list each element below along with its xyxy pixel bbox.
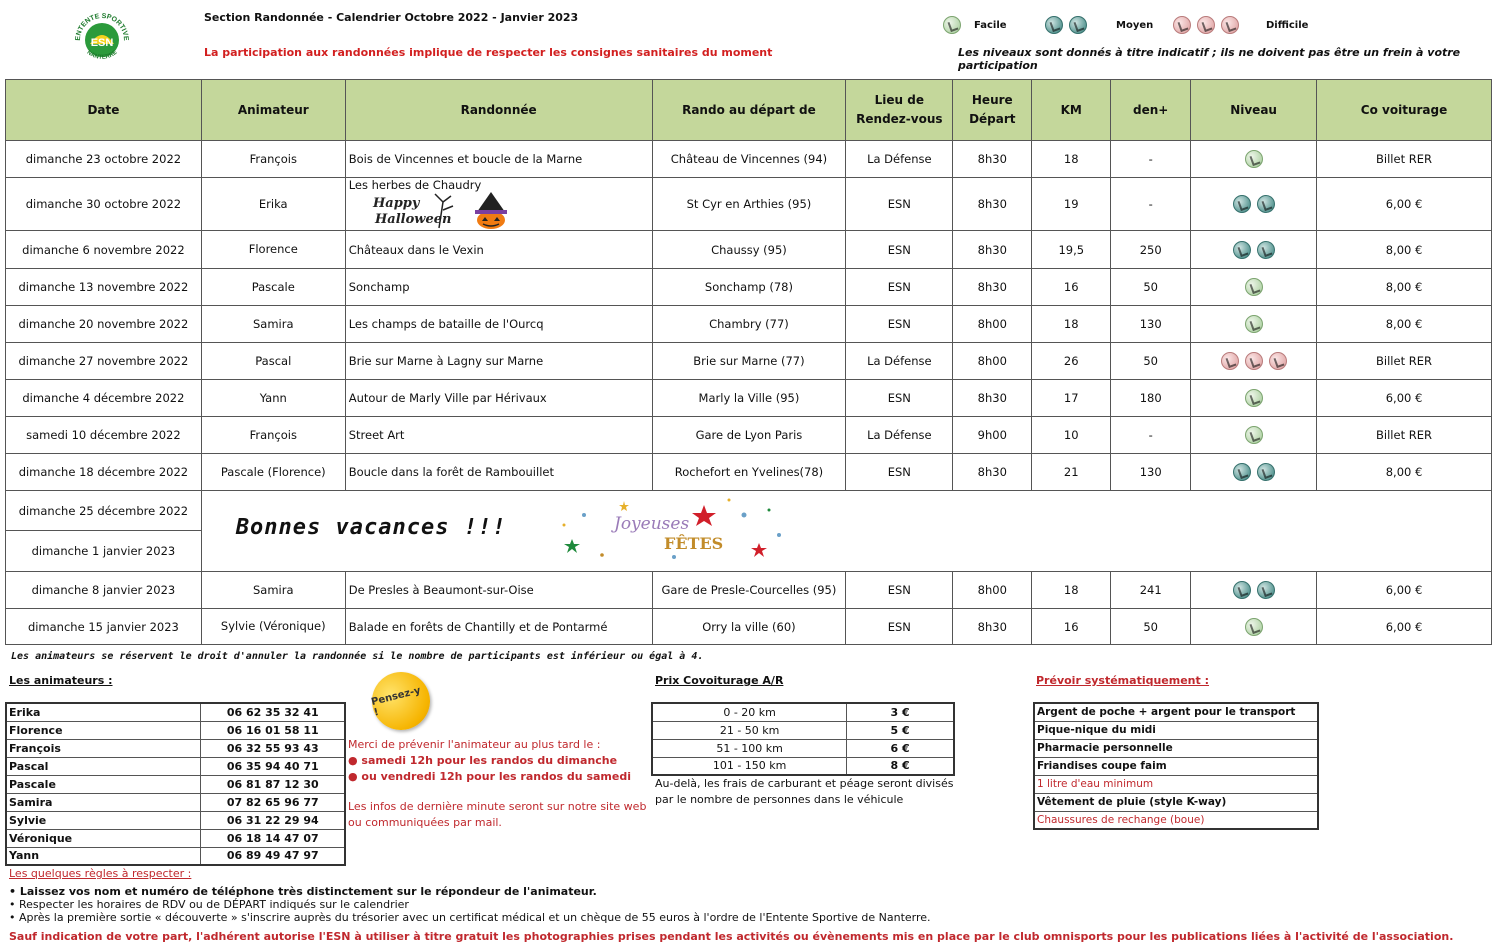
cell-animateur: Pascal — [201, 343, 345, 380]
animateur-phone: 06 16 01 58 11 — [201, 721, 345, 739]
sanitary-warning: La participation aux randonnées implique de respecter les consignes sanitaires du moment — [204, 46, 773, 59]
animateur-name: Yann — [6, 847, 201, 865]
cell-covoiturage: Billet RER — [1317, 343, 1492, 380]
cell-niveau — [1191, 380, 1317, 417]
prix-price: 5 € — [847, 721, 954, 739]
animateurs-body — [6, 703, 345, 865]
cell-den: 50 — [1111, 343, 1191, 380]
merci-text: Merci de prévenir l'animateur au plus tard le : — [348, 738, 601, 751]
cell-km: 18 — [1032, 572, 1111, 609]
moyen-hiker-icon — [1257, 195, 1275, 213]
cell-date: dimanche 15 janvier 2023 — [6, 609, 202, 645]
col-header-niveau: Niveau — [1191, 80, 1317, 141]
moyen-hiker-icon — [1233, 463, 1251, 481]
cell-randonnee — [345, 380, 652, 417]
samedi-deadline: ● samedi 12h pour les randos du dimanche — [348, 754, 618, 767]
moyen-hiker-icon — [1069, 16, 1087, 34]
cell-km: 19,5 — [1032, 231, 1111, 269]
prevoir-item: Argent de poche + argent pour le transport — [1034, 703, 1318, 721]
cell-date: dimanche 27 novembre 2022 — [6, 343, 202, 380]
cell-heure: 8h30 — [953, 231, 1032, 269]
cell-randonnee — [345, 269, 652, 306]
photo-consent-footer: Sauf indication de votre part, l'adhérent autorise l'ESN à utiliser à titre gratuit les photographies prises pendant les activités ou évènements mis en place par le club omnisports pour les publications liées à l'activité de l'association. — [9, 930, 1454, 943]
cell-km: 18 — [1032, 141, 1111, 178]
animateur-row — [6, 775, 345, 793]
cell-covoiturage: 8,00 € — [1317, 306, 1492, 343]
prevoir-item: Chaussures de rechange (boue) — [1034, 811, 1318, 829]
happy-halloween-image — [369, 192, 519, 230]
difficile-hiker-icon — [1269, 352, 1287, 370]
cell-depart: Marly la Ville (95) — [652, 380, 846, 417]
cell-animateur: Sylvie (Véronique) — [201, 609, 345, 645]
regle-item: • Respecter les horaires de RDV ou de DÉPART indiqués sur le calendrier — [9, 898, 409, 911]
prix-range: 0 - 20 km — [652, 703, 847, 721]
cell-rdv: ESN — [846, 306, 953, 343]
cell-randonnee — [345, 141, 652, 178]
randonnee-name: Street Art — [348, 428, 405, 442]
cell-animateur: Pascale (Florence) — [201, 454, 345, 491]
cell-rdv: ESN — [846, 231, 953, 269]
cell-depart: Brie sur Marne (77) — [652, 343, 846, 380]
randonnee-name: Brie sur Marne à Lagny sur Marne — [348, 354, 544, 368]
table-header-row — [6, 80, 1492, 141]
prevoir-item: 1 litre d'eau minimum — [1034, 775, 1318, 793]
infos-text: Les infos de dernière minute seront sur notre site web ou communiquées par mail. — [348, 800, 647, 829]
col-header-depart: Rando au départ de — [652, 80, 846, 141]
prevoir-row — [1034, 757, 1318, 775]
prevoir-body — [1034, 703, 1318, 829]
moyen-hiker-icon — [1257, 241, 1275, 259]
col-header-covoiturage: Co voiturage — [1317, 80, 1492, 141]
cell-rdv: ESN — [846, 178, 953, 231]
randonnee-name: Les champs de bataille de l'Ourcq — [348, 317, 544, 331]
levels-note: Les niveaux sont donnés à titre indicatif ; ils ne doivent pas être un frein à votre participation — [958, 46, 1461, 72]
cell-heure: 8h00 — [953, 343, 1032, 380]
difficile-hiker-icon — [1173, 16, 1191, 34]
randonnee-name: Sonchamp — [348, 280, 410, 294]
facile-hiker-icon — [1245, 618, 1263, 636]
animateur-row — [6, 829, 345, 847]
prevoir-item: Vêtement de pluie (style K-way) — [1034, 793, 1318, 811]
cell-date: dimanche 6 novembre 2022 — [6, 231, 202, 269]
difficile-hiker-icon — [1197, 16, 1215, 34]
cell-heure: 8h30 — [953, 609, 1032, 645]
cell-randonnee — [345, 231, 652, 269]
cell-niveau — [1191, 269, 1317, 306]
animateur-row — [6, 739, 345, 757]
prix-price: 8 € — [847, 757, 954, 775]
randonnee-name: Les herbes de Chaudry — [348, 178, 482, 192]
prix-table — [651, 702, 955, 776]
facile-hiker-icon — [1245, 315, 1263, 333]
cell-animateur: Erika — [201, 178, 345, 231]
prix-range: 101 - 150 km — [652, 757, 847, 775]
esn-logo — [70, 6, 134, 70]
animateur-phone: 06 89 49 47 97 — [201, 847, 345, 865]
col-header-animateur: Animateur — [201, 80, 345, 141]
cell-heure: 8h30 — [953, 141, 1032, 178]
vendredi-deadline: ● ou vendredi 12h pour les randos du samedi — [348, 770, 631, 783]
prix-body — [652, 703, 954, 775]
table-row — [6, 178, 1492, 231]
animateur-row — [6, 811, 345, 829]
cell-depart: Orry la ville (60) — [652, 609, 846, 645]
vacances-message: Bonnes vacances !!! — [235, 515, 507, 540]
table-row — [6, 306, 1492, 343]
animateur-phone: 06 31 22 29 94 — [201, 811, 345, 829]
animateur-name: Pascale — [6, 775, 201, 793]
cell-heure: 8h30 — [953, 269, 1032, 306]
animateur-phone: 07 82 65 96 77 — [201, 793, 345, 811]
prevoir-row — [1034, 811, 1318, 829]
cell-covoiturage: 6,00 € — [1317, 178, 1492, 231]
cell-animateur: François — [201, 417, 345, 454]
cell-niveau — [1191, 306, 1317, 343]
regle-item: • Après la première sortie « découverte » s'inscrire auprès du trésorier avec un certificat médical et un chèque de 55 euros à l'ordre de l'Entente Sportive de Nanterre. — [9, 911, 931, 924]
cell-den: 241 — [1111, 572, 1191, 609]
table-row — [6, 417, 1492, 454]
animateur-row — [6, 847, 345, 865]
cell-km: 10 — [1032, 417, 1111, 454]
cell-depart: Gare de Presle-Courcelles (95) — [652, 572, 846, 609]
animateurs-title: Les animateurs : — [9, 674, 113, 687]
schedule-table — [5, 79, 1492, 645]
cell-niveau — [1191, 454, 1317, 491]
cell-covoiturage: 8,00 € — [1317, 454, 1492, 491]
cell-km: 16 — [1032, 609, 1111, 645]
cell-km: 17 — [1032, 380, 1111, 417]
table-row — [6, 572, 1492, 609]
regle-item: • Laissez vos nom et numéro de téléphone très distinctement sur le répondeur de l'animateur. — [9, 885, 597, 898]
animateur-name: Erika — [6, 703, 201, 721]
randonnee-name: Châteaux dans le Vexin — [348, 242, 484, 257]
legend-moyen-label: Moyen — [1116, 19, 1154, 31]
vacances-date: dimanche 25 décembre 2022 — [6, 491, 202, 531]
cell-covoiturage: 6,00 € — [1317, 609, 1492, 645]
col-header-den: den+ — [1111, 80, 1191, 141]
difficile-hiker-icon — [1221, 16, 1239, 34]
schedule-body — [6, 141, 1492, 645]
cell-depart: Chaussy (95) — [652, 231, 846, 269]
prevoir-row — [1034, 703, 1318, 721]
cell-randonnee — [345, 178, 652, 231]
prevoir-title: Prévoir systématiquement : — [1036, 674, 1210, 687]
animateur-name: François — [6, 739, 201, 757]
joyeuses-fetes-image — [554, 495, 794, 565]
col-header-km: KM — [1032, 80, 1111, 141]
merci-block — [348, 737, 631, 785]
animateur-row — [6, 721, 345, 739]
animateur-row — [6, 793, 345, 811]
col-header-heure: Heure Départ — [953, 80, 1032, 141]
cell-date: dimanche 18 décembre 2022 — [6, 454, 202, 491]
vacances-banner — [201, 491, 1491, 572]
cell-covoiturage: Billet RER — [1317, 417, 1492, 454]
cell-niveau — [1191, 572, 1317, 609]
prevoir-row — [1034, 721, 1318, 739]
randonnee-name: Boucle dans la forêt de Rambouillet — [348, 465, 554, 479]
animateur-name: Pascal — [6, 757, 201, 775]
facile-hiker-icon — [1245, 426, 1263, 444]
cell-randonnee — [345, 572, 652, 609]
cell-date: dimanche 20 novembre 2022 — [6, 306, 202, 343]
cell-heure: 9h00 — [953, 417, 1032, 454]
cell-den: 50 — [1111, 269, 1191, 306]
animateur-phone: 06 81 87 12 30 — [201, 775, 345, 793]
cell-animateur: Yann — [201, 380, 345, 417]
logo-bottom-text: NANTERRE — [85, 49, 119, 61]
table-row — [6, 380, 1492, 417]
animateur-phone: 06 18 14 47 07 — [201, 829, 345, 847]
animateur-row — [6, 703, 345, 721]
cell-rdv: La Défense — [846, 417, 953, 454]
facile-hiker-icon — [943, 16, 961, 34]
cell-randonnee — [345, 343, 652, 380]
prix-price: 6 € — [847, 739, 954, 757]
cell-heure: 8h00 — [953, 572, 1032, 609]
cell-date: dimanche 4 décembre 2022 — [6, 380, 202, 417]
cell-den: 50 — [1111, 609, 1191, 645]
moyen-hiker-icon — [1257, 463, 1275, 481]
animateur-name: Sylvie — [6, 811, 201, 829]
prix-row — [652, 703, 954, 721]
randonnee-name: De Presles à Beaumont-sur-Oise — [348, 583, 534, 597]
cell-date: dimanche 8 janvier 2023 — [6, 572, 202, 609]
moyen-hiker-icon — [1233, 241, 1251, 259]
animateur-row — [6, 757, 345, 775]
legend-facile — [940, 14, 1007, 36]
cell-den: 250 — [1111, 231, 1191, 269]
prevoir-item: Friandises coupe faim — [1034, 757, 1318, 775]
cell-animateur: Pascale — [201, 269, 345, 306]
animateurs-table — [5, 702, 346, 866]
cell-depart: Gare de Lyon Paris — [652, 417, 846, 454]
prix-row — [652, 757, 954, 775]
cell-niveau — [1191, 141, 1317, 178]
moyen-hiker-icon — [1233, 195, 1251, 213]
randonnee-name: Autour de Marly Ville par Hérivaux — [348, 391, 547, 405]
cell-randonnee — [345, 417, 652, 454]
cell-niveau — [1191, 231, 1317, 269]
table-row — [6, 269, 1492, 306]
cell-depart: Chambry (77) — [652, 306, 846, 343]
col-header-randonnee: Randonnée — [345, 80, 652, 141]
cell-depart: St Cyr en Arthies (95) — [652, 178, 846, 231]
cell-heure: 8h30 — [953, 380, 1032, 417]
cell-rdv: ESN — [846, 269, 953, 306]
table-row — [6, 454, 1492, 491]
moyen-hiker-icon — [1045, 16, 1063, 34]
animateur-phone: 06 62 35 32 41 — [201, 703, 345, 721]
prix-row — [652, 739, 954, 757]
logo-center-text: ESN — [90, 37, 114, 49]
cell-den: 180 — [1111, 380, 1191, 417]
cell-date: dimanche 13 novembre 2022 — [6, 269, 202, 306]
cell-den: - — [1111, 141, 1191, 178]
cell-depart: Rochefort en Yvelines(78) — [652, 454, 846, 491]
cell-rdv: ESN — [846, 572, 953, 609]
prix-range: 51 - 100 km — [652, 739, 847, 757]
cell-km: 19 — [1032, 178, 1111, 231]
cell-rdv: La Défense — [846, 343, 953, 380]
table-row — [6, 231, 1492, 269]
cell-randonnee — [345, 306, 652, 343]
pensez-y-badge: Pensez-y ! — [366, 666, 436, 736]
animateur-name: Samira — [6, 793, 201, 811]
cell-km: 21 — [1032, 454, 1111, 491]
cell-niveau — [1191, 609, 1317, 645]
cell-rdv: ESN — [846, 454, 953, 491]
cell-animateur: Samira — [201, 306, 345, 343]
cell-heure: 8h00 — [953, 306, 1032, 343]
facile-hiker-icon — [1245, 278, 1263, 296]
cell-covoiturage: 8,00 € — [1317, 269, 1492, 306]
table-row — [6, 343, 1492, 380]
legend-moyen — [1042, 14, 1153, 36]
animateur-name: Véronique — [6, 829, 201, 847]
randonnee-name: Balade en forêts de Chantilly et de Pontarmé — [348, 619, 608, 634]
cell-animateur: François — [201, 141, 345, 178]
cell-den: - — [1111, 178, 1191, 231]
cell-randonnee — [345, 609, 652, 645]
halloween-text: Halloween — [374, 212, 452, 227]
cell-niveau — [1191, 178, 1317, 231]
col-header-date: Date — [6, 80, 202, 141]
cell-date: dimanche 30 octobre 2022 — [6, 178, 202, 231]
cell-km: 26 — [1032, 343, 1111, 380]
prevoir-row — [1034, 775, 1318, 793]
vacances-row — [6, 491, 1492, 531]
cell-heure: 8h30 — [953, 454, 1032, 491]
cell-den: 130 — [1111, 306, 1191, 343]
prevoir-row — [1034, 793, 1318, 811]
cell-niveau — [1191, 343, 1317, 380]
page-title: Section Randonnée - Calendrier Octobre 2022 - Janvier 2023 — [204, 11, 579, 24]
legend-difficile-label: Difficile — [1266, 19, 1309, 31]
cell-rdv: La Défense — [846, 141, 953, 178]
joyeuses-text: Joyeuses — [613, 514, 689, 534]
prix-row — [652, 721, 954, 739]
cell-date: dimanche 23 octobre 2022 — [6, 141, 202, 178]
cell-date: samedi 10 décembre 2022 — [6, 417, 202, 454]
table-row — [6, 141, 1492, 178]
fetes-text: FÊTES — [663, 534, 724, 553]
prix-range: 21 - 50 km — [652, 721, 847, 739]
prix-title: Prix Covoiturage A/R — [655, 674, 784, 687]
difficile-hiker-icon — [1221, 352, 1239, 370]
prevoir-item: Pharmacie personnelle — [1034, 739, 1318, 757]
cell-rdv: ESN — [846, 380, 953, 417]
happy-text: Happy — [372, 196, 420, 211]
cell-covoiturage: 6,00 € — [1317, 572, 1492, 609]
moyen-hiker-icon — [1233, 581, 1251, 599]
cell-depart: Sonchamp (78) — [652, 269, 846, 306]
prevoir-item: Pique-nique du midi — [1034, 721, 1318, 739]
animateur-name: Florence — [6, 721, 201, 739]
cancel-disclaimer: Les animateurs se réservent le droit d'annuler la randonnée si le nombre de participants est inférieur ou égal à 4. — [11, 651, 704, 662]
facile-hiker-icon — [1245, 150, 1263, 168]
randonnee-name: Bois de Vincennes et boucle de la Marne — [348, 152, 583, 166]
cell-animateur: Samira — [201, 572, 345, 609]
cell-depart: Château de Vincennes (94) — [652, 141, 846, 178]
cell-niveau — [1191, 417, 1317, 454]
difficile-hiker-icon — [1245, 352, 1263, 370]
cell-covoiturage: Billet RER — [1317, 141, 1492, 178]
regles-title: Les quelques règles à respecter : — [9, 867, 192, 880]
vacances-date: dimanche 1 janvier 2023 — [6, 531, 202, 572]
logo-top-text: ENTENTE SPORTIVE — [74, 12, 130, 41]
cell-den: - — [1111, 417, 1191, 454]
cell-den: 130 — [1111, 454, 1191, 491]
cell-km: 18 — [1032, 306, 1111, 343]
legend-facile-label: Facile — [974, 19, 1007, 31]
col-header-rdv: Lieu de Rendez-vous — [846, 80, 953, 141]
table-row — [6, 609, 1492, 645]
facile-hiker-icon — [1245, 389, 1263, 407]
cell-animateur: Florence — [201, 231, 345, 269]
cell-heure: 8h30 — [953, 178, 1032, 231]
animateur-phone: 06 32 55 93 43 — [201, 739, 345, 757]
cell-km: 16 — [1032, 269, 1111, 306]
prevoir-table — [1033, 702, 1319, 830]
prix-note: Au-delà, les frais de carburant et péage seront divisés par le nombre de personnes dans le véhicule — [655, 777, 954, 806]
legend-difficile — [1170, 14, 1308, 36]
cell-rdv: ESN — [846, 609, 953, 645]
animateur-phone: 06 35 94 40 71 — [201, 757, 345, 775]
prevoir-row — [1034, 739, 1318, 757]
moyen-hiker-icon — [1257, 581, 1275, 599]
prix-price: 3 € — [847, 703, 954, 721]
cell-covoiturage: 8,00 € — [1317, 231, 1492, 269]
cell-covoiturage: 6,00 € — [1317, 380, 1492, 417]
cell-randonnee — [345, 454, 652, 491]
